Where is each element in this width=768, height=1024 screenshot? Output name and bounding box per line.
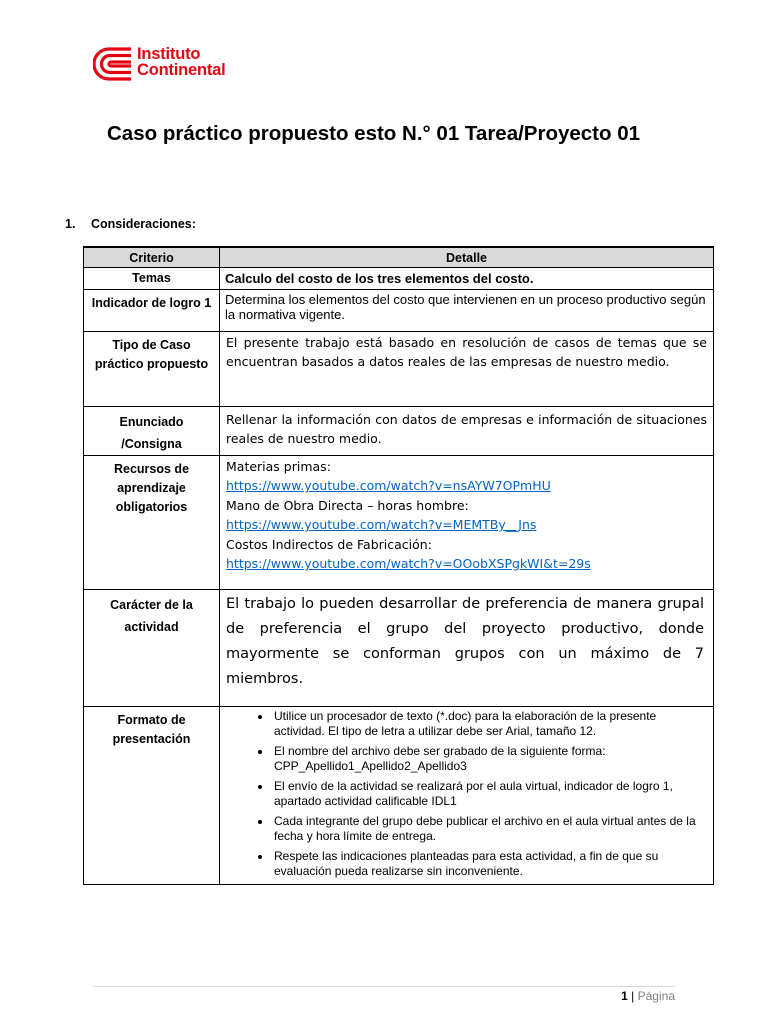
footer-divider bbox=[93, 986, 675, 987]
table-header-row bbox=[84, 247, 714, 268]
logo-line-1: Instituto bbox=[137, 45, 201, 63]
resource-link[interactable]: https://www.youtube.com/watch?v=MEMTBy__Jns bbox=[226, 517, 537, 532]
footer-separator: | bbox=[631, 989, 635, 1003]
row-label: Indicador de logro 1 bbox=[84, 289, 220, 331]
header-criterio: Criterio bbox=[84, 247, 220, 268]
row-label: Recursos de aprendizaje obligatorios bbox=[84, 455, 220, 589]
row-label: Carácter de la actividad bbox=[84, 589, 220, 706]
row-value: Determina los elementos del costo que intervienen en un proceso productivo según la normativa vigente. bbox=[220, 289, 714, 331]
list-item: • El nombre del archivo debe ser grabado de la siguiente forma: CPP_Apellido1_Apellido2_Apellido3 bbox=[272, 744, 707, 775]
row-value bbox=[220, 706, 714, 884]
row-label: Enunciado /Consigna bbox=[84, 406, 220, 455]
list-item: • Utilice un procesador de texto (*.doc) para la elaboración de la presente actividad. El tipo de letra a utilizar debe ser Arial, tamaño 12. bbox=[272, 709, 707, 740]
row-label: Formato de presentación bbox=[84, 706, 220, 884]
format-bullet-list bbox=[220, 709, 707, 880]
row-value bbox=[220, 455, 714, 589]
page-footer bbox=[621, 989, 675, 1003]
row-value: Rellenar la información con datos de empresas e información de situaciones reales de nuestro medio. bbox=[220, 406, 714, 455]
row-caracter bbox=[84, 589, 714, 706]
considerations-table bbox=[83, 246, 714, 885]
section-label: Consideraciones: bbox=[91, 217, 196, 231]
section-heading bbox=[65, 217, 196, 231]
institute-logo bbox=[93, 46, 253, 82]
row-label: Tipo de Caso práctico propuesto bbox=[84, 331, 220, 406]
resource-link[interactable]: https://www.youtube.com/watch?v=OOobXSPgkWI&t=29s bbox=[226, 556, 591, 571]
resource-link[interactable]: https://www.youtube.com/watch?v=nsAYW7OPmHU bbox=[226, 478, 551, 493]
list-item: • Cada integrante del grupo debe publicar el archivo en el aula virtual antes de la fecha y hora límite de entrega. bbox=[272, 814, 707, 845]
row-value: El trabajo lo pueden desarrollar de preferencia de manera grupal de preferencia el grupo del proyecto productivo, donde mayormente se conforman grupos con un máximo de 7 miembros. bbox=[220, 589, 714, 706]
row-formato bbox=[84, 706, 714, 884]
row-tipo bbox=[84, 331, 714, 406]
row-label: Temas bbox=[84, 268, 220, 290]
row-recursos bbox=[84, 455, 714, 589]
list-item: • El envío de la actividad se realizará por el aula virtual, indicador de logro 1, apartado actividad calificable IDL1 bbox=[272, 779, 707, 810]
resource-title: Mano de Obra Directa – horas hombre: bbox=[226, 497, 469, 513]
page-number: 1 bbox=[621, 989, 628, 1003]
logo-line-2: Continental bbox=[137, 61, 226, 79]
page-label: Página bbox=[637, 989, 675, 1003]
row-indicador bbox=[84, 289, 714, 331]
logo-mark-icon bbox=[93, 46, 133, 82]
logo-text bbox=[137, 46, 226, 78]
row-temas bbox=[84, 268, 714, 290]
resource-title: Materias primas: bbox=[226, 458, 331, 474]
list-item: • Respete las indicaciones planteadas para esta actividad, a fin de que su evaluación pueda realizarse sin inconveniente. bbox=[272, 849, 707, 880]
document-title: Caso práctico propuesto esto N.° 01 Tarea/Proyecto 01 bbox=[107, 122, 641, 145]
row-value: El presente trabajo está basado en resolución de casos de temas que se encuentran basados a datos reales de las empresas de nuestro medio. bbox=[220, 331, 714, 406]
section-number: 1. bbox=[65, 217, 76, 231]
row-enunciado bbox=[84, 406, 714, 455]
header-detalle: Detalle bbox=[220, 247, 714, 268]
resource-title: Costos Indirectos de Fabricación: bbox=[226, 536, 432, 552]
row-value: Calculo del costo de los tres elementos del costo. bbox=[220, 268, 714, 290]
